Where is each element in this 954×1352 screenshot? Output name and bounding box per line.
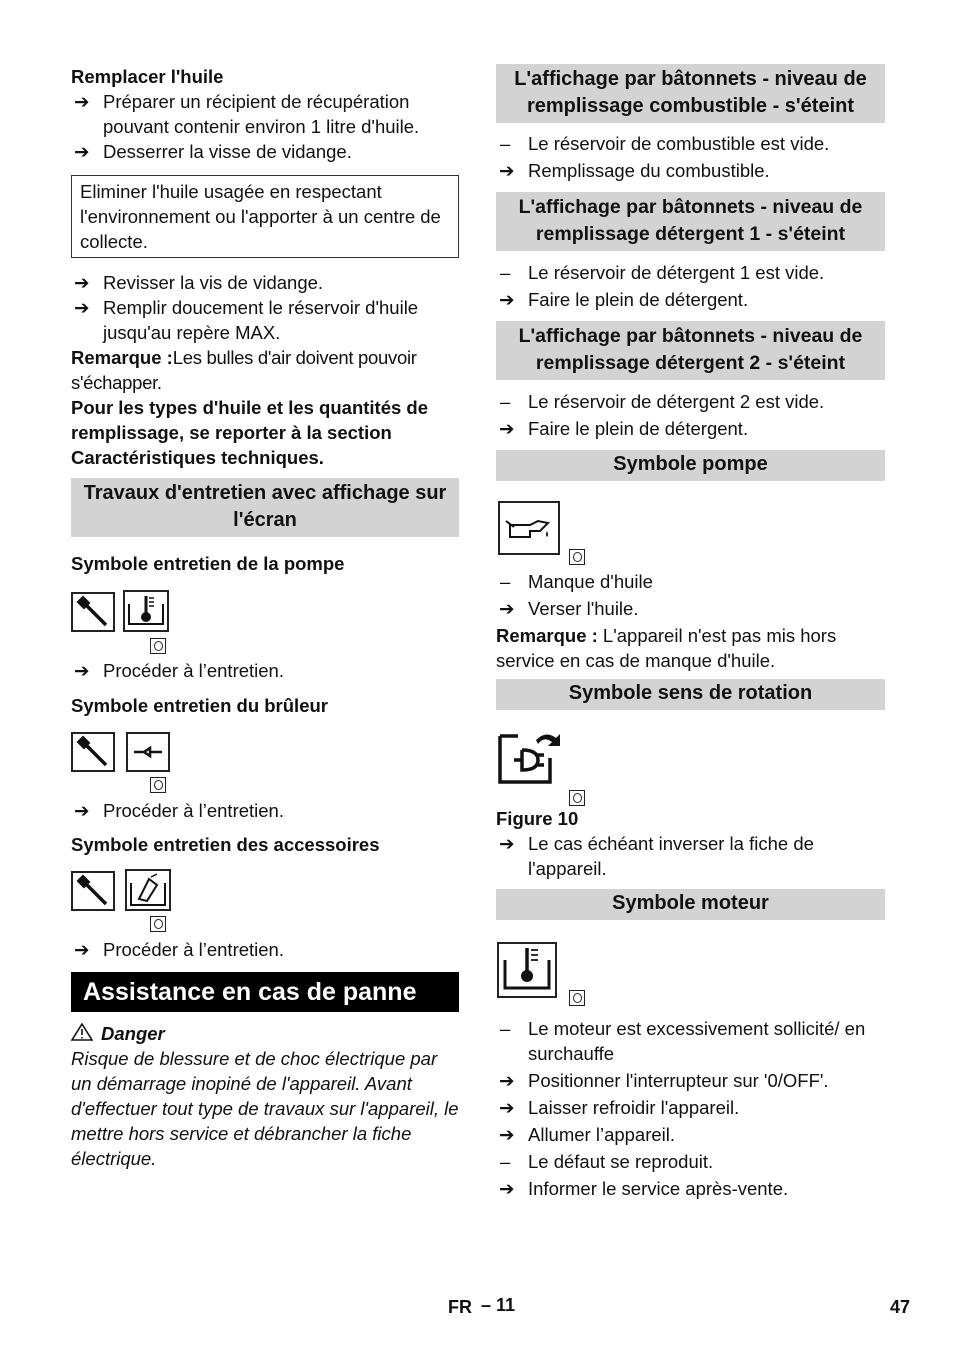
burner-icon	[126, 732, 170, 772]
arrow-icon: ➔	[499, 598, 515, 619]
arrow-icon: ➔	[499, 1070, 515, 1091]
wrench-icon	[71, 592, 115, 632]
oil-spec-note: Pour les types d'huile et les quantités de remplissage, se reporter à la section Caractéristiques techniques.	[71, 397, 429, 468]
heading-accessories-maintenance: Symbole entretien des accessoires	[71, 834, 380, 855]
arrow-icon: ➔	[499, 1097, 515, 1118]
manual-icon	[150, 777, 166, 793]
list-item: – Le réservoir de détergent 2 est vide.	[500, 391, 825, 412]
dash-icon: –	[500, 262, 511, 283]
list-item: ➔ Le cas échéant inverser la fiche de l'appareil.	[499, 833, 814, 879]
section-bar-maintenance: Travaux d'entretien avec affichage sur l'écran	[71, 478, 459, 537]
list-item: ➔ Positionner l'interrupteur sur '0/OFF'.	[499, 1070, 829, 1091]
heading-pump-maintenance: Symbole entretien de la pompe	[71, 553, 345, 574]
wrench-icon	[71, 732, 115, 772]
manual-icon	[569, 990, 585, 1006]
list-item: ➔ Informer le service après-vente.	[499, 1178, 789, 1199]
section-bar-pump: Symbole pompe	[496, 450, 885, 481]
danger-heading: Danger	[71, 1021, 459, 1046]
dash-icon: –	[500, 391, 511, 412]
figure-label: Figure 10	[496, 808, 579, 829]
list-item: ➔ Faire le plein de détergent.	[499, 289, 749, 310]
section-bar-rotation: Symbole sens de rotation	[496, 679, 885, 710]
thermometer-icon	[123, 590, 169, 632]
section-bar-motor: Symbole moteur	[496, 889, 885, 920]
manual-icon	[150, 916, 166, 932]
list-item: – Le réservoir de combustible est vide.	[500, 133, 830, 154]
oil-can-icon	[498, 501, 560, 555]
danger-text: Risque de blessure et de choc électrique par un démarrage inopiné de l'appareil. Avant d'effectuer tout type de travaux sur l'appareil, le mettre hors service et débrancher la fiche électrique.	[71, 1048, 459, 1169]
dash-icon: –	[500, 1018, 511, 1039]
footer-local-page: – 11	[481, 1295, 516, 1315]
arrow-icon: ➔	[74, 660, 90, 681]
list-item: – Le réservoir de détergent 1 est vide.	[500, 262, 825, 283]
list-item: ➔ Remplissage du combustible.	[499, 160, 770, 181]
arrow-icon: ➔	[74, 272, 90, 293]
left-column	[71, 64, 459, 1171]
list-item: ➔ Laisser refroidir l'appareil.	[499, 1097, 740, 1118]
arrow-icon: ➔	[499, 833, 515, 854]
list-item: ➔ Allumer l’appareil.	[499, 1124, 676, 1145]
list-item: – Manque d'huile	[500, 571, 653, 592]
arrow-icon: ➔	[74, 91, 90, 112]
pump-maintenance-symbols	[71, 576, 459, 658]
heading-oil-change: Remplacer l'huile	[71, 66, 224, 87]
dash-icon: –	[500, 571, 511, 592]
arrow-icon: ➔	[74, 800, 90, 821]
section-bar-fuel: L'affichage par bâtonnets - niveau de remplissage combustible - s'éteint	[496, 64, 885, 123]
dash-icon: –	[500, 1151, 511, 1172]
arrow-icon: ➔	[74, 297, 90, 318]
burner-maintenance-symbols	[71, 718, 459, 798]
list-item: – Le moteur est excessivement sollicité/ en surchauffe	[500, 1018, 866, 1064]
list-item: ➔ Verser l'huile.	[499, 598, 639, 619]
arrow-icon: ➔	[499, 289, 515, 310]
plug-rotation-icon	[498, 728, 564, 788]
warning-triangle-icon	[71, 1023, 93, 1041]
arrow-icon: ➔	[499, 1178, 515, 1199]
section-bar-detergent-1: L'affichage par bâtonnets - niveau de remplissage détergent 1 - s'éteint	[496, 192, 885, 251]
arrow-icon: ➔	[499, 160, 515, 181]
motor-symbol	[496, 920, 885, 1012]
rotation-symbol	[496, 710, 885, 806]
heading-burner-maintenance: Symbole entretien du brûleur	[71, 695, 328, 716]
footer-page-number: 47	[890, 1297, 911, 1317]
wrench-icon	[71, 871, 115, 911]
manual-icon	[569, 790, 585, 806]
arrow-icon: ➔	[499, 418, 515, 439]
list-item: ➔ Procéder à l’entretien.	[74, 939, 284, 960]
section-title: Assistance en cas de panne	[71, 972, 459, 1012]
list-item: ➔ Procéder à l’entretien.	[74, 800, 284, 821]
remark: Remarque :Les bulles d'air doivent pouvoir s'échapper.	[71, 347, 417, 393]
list-item: ➔ Faire le plein de détergent.	[499, 418, 749, 439]
thermometer-icon	[497, 942, 557, 998]
section-bar-detergent-2: L'affichage par bâtonnets - niveau de remplissage détergent 2 - s'éteint	[496, 321, 885, 380]
list-item: ➔ Revisser la vis de vidange.	[74, 272, 324, 293]
manual-icon	[569, 549, 585, 565]
list-item: ➔ Remplir doucement le réservoir d'huile jusqu'au repère MAX.	[74, 297, 419, 343]
remark: Remarque : L'appareil n'est pas mis hors service en cas de manque d'huile.	[496, 625, 837, 671]
right-column	[496, 64, 885, 1201]
list-item: ➔ Procéder à l’entretien.	[74, 660, 284, 681]
arrow-icon: ➔	[74, 141, 90, 162]
note-box: Eliminer l'huile usagée en respectant l'environnement ou l'apporter à un centre de collecte.	[71, 175, 459, 258]
footer-language: FR	[448, 1297, 472, 1317]
arrow-icon: ➔	[499, 1124, 515, 1145]
nozzle-icon	[125, 869, 171, 911]
pump-symbol	[496, 481, 885, 567]
list-item: – Le défaut se reproduit.	[500, 1151, 714, 1172]
list-item: ➔ Desserrer la visse de vidange.	[74, 141, 352, 162]
arrow-icon: ➔	[74, 939, 90, 960]
list-item: ➔ Préparer un récipient de récupération pouvant contenir environ 1 litre d'huile.	[74, 91, 420, 137]
dash-icon: –	[500, 133, 511, 154]
accessories-maintenance-symbols	[71, 857, 459, 937]
manual-icon	[150, 638, 166, 654]
